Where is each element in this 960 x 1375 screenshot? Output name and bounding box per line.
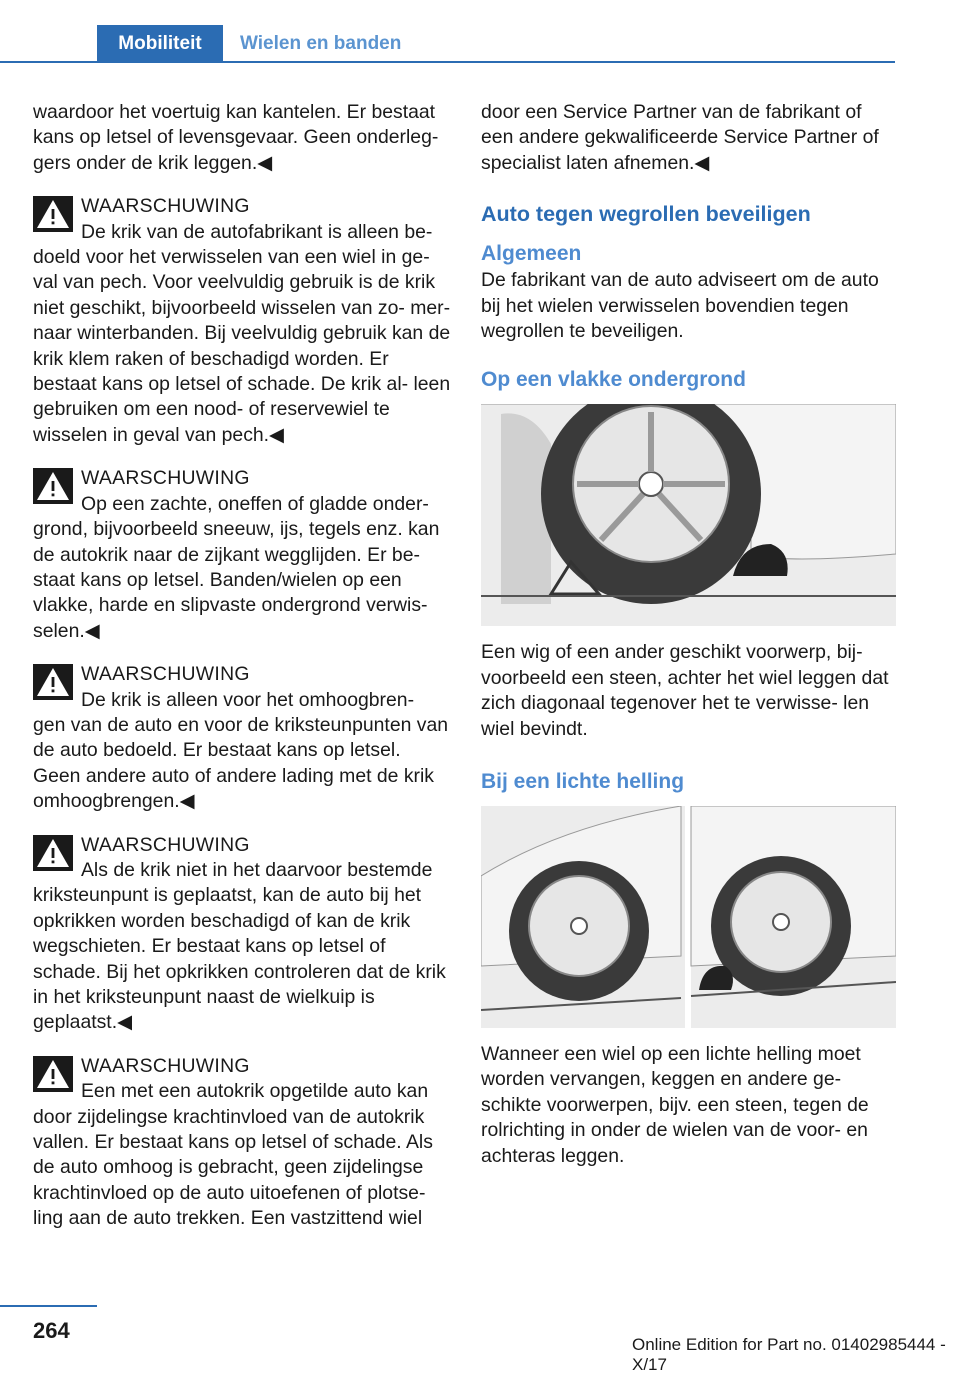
warning-first-line: De krik van de autofabrikant is alleen be‐ [81,220,433,243]
flat-ground-paragraph: Een wig of een ander geschikt voorwerp, bij‐ voorbeeld een steen, achter het wiel leggen dat zich diagonaal tegenover het te verwisse‐ len wiel bevindt. [481,641,889,740]
section-title: Auto tegen wegrollen beveiligen [481,202,811,227]
warning-text: doeld voor het verwisselen van een wiel in ge‐ val van pech. Voor veelvuldig gebruik is de krik niet geschikt, bijvoorbeeld wisselen van zo‐ mer- naar winterbanden. Bij veelvuldig gebruik kan de krik klem raken of beschadigd worden. Er bestaat kans op letsel of schade. De krik al‐ leen gebruiken om een nood- of reservewiel te wisselen in geval van pech.◀ [33,246,451,446]
left-column [33,100,451,1232]
slope-chock-illustration [481,806,896,1028]
slight-slope-paragraph: Wanneer een wiel op een lichte helling moet worden vervangen, keggen en andere ge‐ schikte voorwerpen, bijv. een steen, tegen de rolrichting in onder de wielen van de voor- en achteras leggen. [481,1043,869,1167]
header-rule [0,61,895,63]
footer-edition-text: Online Edition for Part no. 01402985444 - X/17 [632,1335,946,1374]
warning-heading: WAARSCHUWING [81,1054,250,1077]
warning-text: door zijdelingse krachtinvloed van de autokrik vallen. Er bestaat kans op letsel of schade. Als de auto omhoog is gebracht, geen zijdelingse krachtinvloed op de auto uitoefenen of plotse‐ ling aan de auto trekken. Een vastzittend wiel [33,1105,433,1230]
general-paragraph: De fabrikant van de auto adviseert om de auto bij het wielen verwisselen bovendien tegen wegrollen te beveiligen. [481,269,879,343]
tab-wielen-en-banden[interactable]: Wielen en banden [240,32,402,54]
warning-block [33,662,451,814]
warning-text: grond, bijvoorbeeld sneeuw, ijs, tegels enz. kan de autokrik naar de zijkant wegglijden. Er be‐ staat kans op letsel. Banden/wielen op een vlakke, harde en slipvaste ondergrond verwis‐ selen.◀ [33,518,440,642]
left-intro-paragraph: waardoor het voertuig kan kantelen. Er bestaat kans op letsel of levensgevaar. Geen onderleggers onder de krik leggen.◀ [33,101,439,174]
warning-first-line: Op een zachte, oneffen of gladde onder‐ [81,492,429,515]
warning-icon [33,1056,73,1092]
wheel-chock-illustration [481,404,896,626]
subheading-slight-slope: Bij een lichte helling [481,770,685,794]
footer-rule [0,1305,97,1307]
warning-text: kriksteunpunt is geplaatst, kan de auto bij het opkrikken worden beschadigd of kan de krik wegschieten. Er bestaat kans op letsel of schade. Bij het opkrikken controleren dat de krik in het kriksteunpunt naast de wielkuip is geplaatst.◀ [33,884,446,1034]
warning-heading: WAARSCHUWING [81,663,250,686]
warning-heading: WAARSCHUWING [81,833,250,856]
warning-heading: WAARSCHUWING [81,195,250,218]
warning-first-line: De krik is alleen voor het omhoogbren‐ [81,688,415,711]
warning-text: gen van de auto en voor de kriksteunpunten van de auto bedoeld. Er bestaat kans op letsel. Geen andere auto of andere lading met de krik omhoogbrengen.◀ [33,713,449,813]
right-column [481,100,896,1169]
figure-wheel-slope [481,806,896,1028]
tab-mobiliteit[interactable]: Mobiliteit [97,25,223,62]
subheading-general: Algemeen [481,242,582,266]
page-number: 264 [33,1318,70,1343]
warning-icon [33,196,73,232]
warning-first-line: Als de krik niet in het daarvoor bestemde [81,858,433,881]
warning-heading: WAARSCHUWING [81,467,250,490]
warning-block [33,833,451,1036]
warning-icon [33,664,73,700]
warning-first-line: Een met een autokrik opgetilde auto kan [81,1080,429,1103]
warning-icon [33,835,73,871]
figure-wheel-flat-ground [481,404,896,626]
warning-icon [33,468,73,504]
subheading-flat-ground: Op een vlakke ondergrond [481,368,746,392]
warning-block [33,1054,451,1232]
warning-block [33,466,451,644]
warning-block [33,194,451,448]
right-intro-paragraph: door een Service Partner van de fabrikant of een andere gekwalificeerde Service Partner of specialist laten afnemen.◀ [481,101,879,174]
